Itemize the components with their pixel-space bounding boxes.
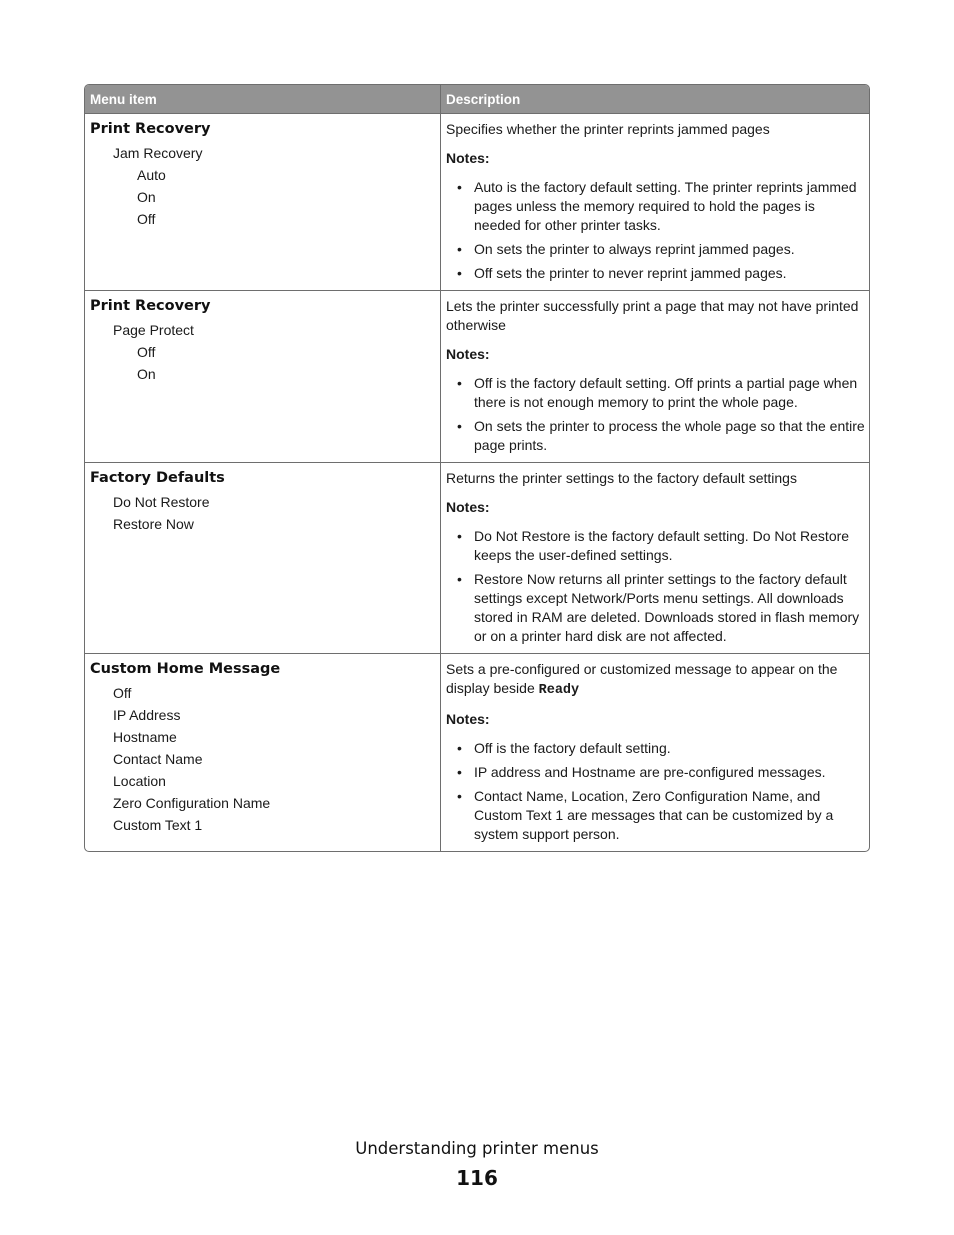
footer-section-title: Understanding printer menus — [355, 1139, 599, 1158]
note-item: • Off is the factory default setting. — [446, 739, 865, 758]
note-item: • Off is the factory default setting. Off prints a partial page when there is not enough memory to print the whole page. — [446, 374, 865, 412]
menu-option: Page Protect — [113, 322, 194, 338]
menu-option: Restore Now — [113, 516, 194, 532]
note-item: • On sets the printer to process the whole page so that the entire page prints. — [446, 417, 865, 455]
menu-option: Do Not Restore — [113, 494, 210, 510]
menu-item-cell — [85, 463, 441, 653]
table-row — [85, 654, 869, 851]
note-item: • Auto is the factory default setting. The printer reprints jammed pages unless the memory required to hold the pages is needed for other printer tasks. — [446, 178, 865, 235]
menu-option: Auto — [137, 167, 166, 183]
menu-option: Custom Text 1 — [113, 817, 203, 833]
menu-item-cell — [85, 291, 441, 462]
menu-option: Zero Configuration Name — [113, 795, 271, 811]
notes-label: Notes: — [446, 499, 490, 515]
menu-option: IP Address — [113, 707, 181, 723]
notes-label: Notes: — [446, 346, 490, 362]
menu-option: Contact Name — [113, 751, 203, 767]
note-item: • Do Not Restore is the factory default setting. Do Not Restore keeps the user-defined settings. — [446, 527, 865, 565]
menu-option: Off — [137, 211, 156, 227]
page-number: 116 — [456, 1166, 498, 1190]
note-item: • Contact Name, Location, Zero Configuration Name, and Custom Text 1 are messages that can be customized by a system support person. — [446, 787, 865, 844]
note-item: • Off sets the printer to never reprint jammed pages. — [446, 264, 865, 283]
notes-list — [446, 527, 865, 646]
menu-option: Hostname — [113, 729, 177, 745]
menu-option: Off — [137, 344, 156, 360]
notes-label: Notes: — [446, 711, 490, 727]
description-cell — [441, 654, 869, 851]
menu-item-cell — [85, 654, 441, 851]
description-text: Returns the printer settings to the factory default settings — [446, 470, 797, 486]
description-text: Specifies whether the printer reprints jammed pages — [446, 121, 770, 137]
table-row — [85, 114, 869, 291]
description-cell — [441, 463, 869, 653]
menu-table — [84, 84, 870, 852]
menu-item-title: Print Recovery — [90, 121, 211, 137]
description-main: Sets a pre-configured or customized message to appear on the display beside — [446, 661, 838, 696]
note-item: • Restore Now returns all printer settings to the factory default settings except Network/Ports menu settings. All downloads stored in RAM are deleted. Downloads stored in flash memory or on a printer hard disk are not affected. — [446, 570, 865, 646]
header-description: Description — [446, 92, 521, 107]
notes-list — [446, 374, 865, 455]
menu-option: Location — [113, 773, 166, 789]
table-row — [85, 291, 869, 463]
menu-option: Jam Recovery — [113, 145, 203, 161]
note-item: • On sets the printer to always reprint jammed pages. — [446, 240, 865, 259]
table-row — [85, 463, 869, 654]
notes-label: Notes: — [446, 150, 490, 166]
description-cell — [441, 114, 869, 290]
menu-option: On — [137, 189, 156, 205]
description-text — [446, 660, 865, 700]
note-item: • IP address and Hostname are pre-configured messages. — [446, 763, 865, 782]
notes-list — [446, 178, 865, 283]
code-ready: Ready — [538, 683, 580, 698]
notes-list — [446, 739, 865, 844]
header-menu-item: Menu item — [85, 85, 441, 113]
description-text: Lets the printer successfully print a page that may not have printed otherwise — [446, 298, 859, 333]
menu-item-title: Custom Home Message — [90, 661, 281, 677]
menu-option: Off — [113, 685, 132, 701]
menu-item-cell — [85, 114, 441, 290]
description-cell — [441, 291, 869, 462]
menu-option: On — [137, 366, 156, 382]
menu-item-title: Print Recovery — [90, 298, 211, 314]
table-header — [85, 85, 869, 114]
menu-item-title: Factory Defaults — [90, 470, 225, 486]
